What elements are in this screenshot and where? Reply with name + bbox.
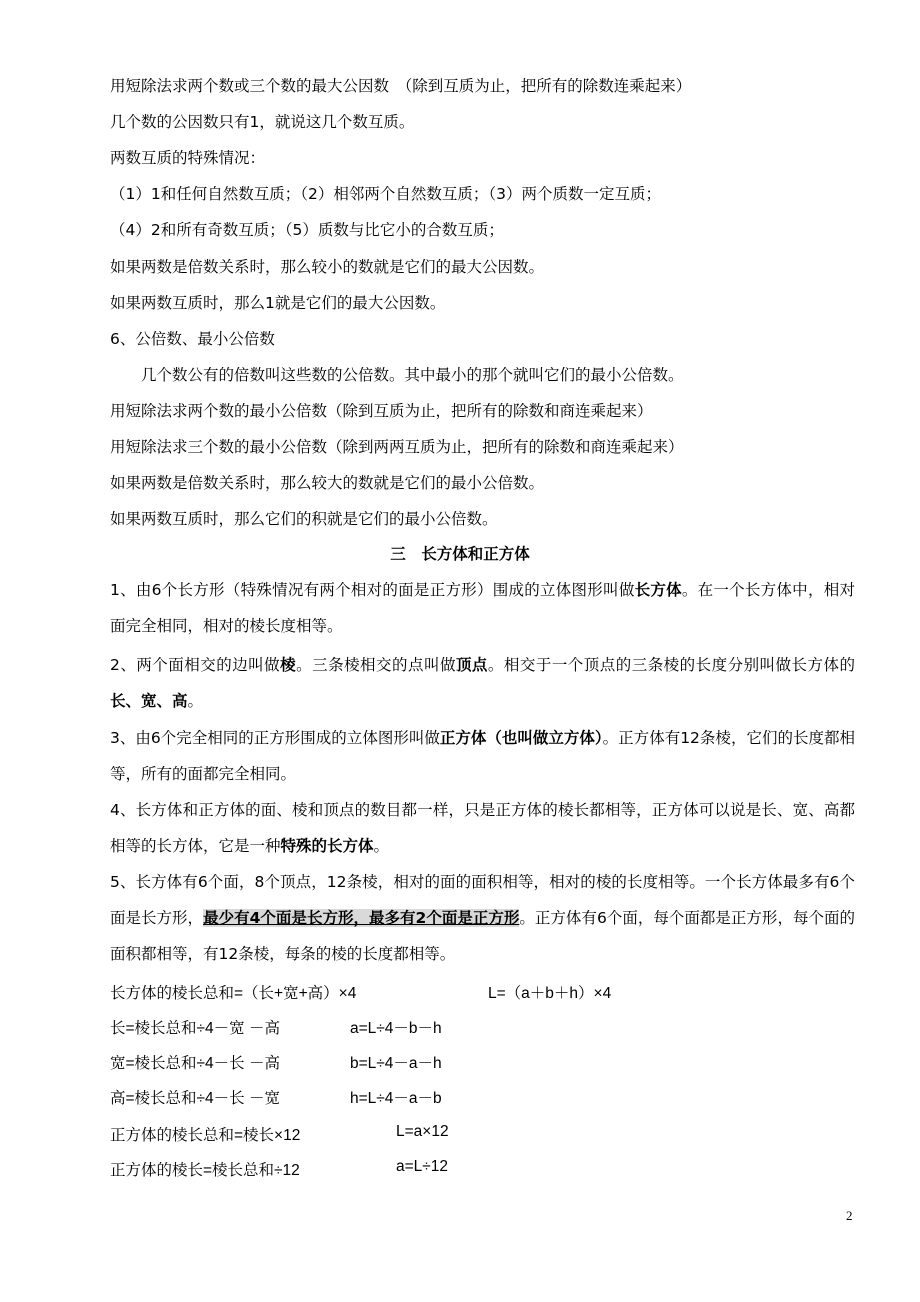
gcd-line-5: （4）2和所有奇数互质；（5）质数与比它小的合数互质； (110, 221, 504, 239)
p1-text-c: 。在一个长方体中，相对面完全相同，相对的棱长度相等。 (110, 581, 855, 635)
formula-4-text: 高=棱长总和÷4－长 －宽 (110, 1090, 280, 1107)
p2-text-a: 2、两个面相交的边叫做 (110, 656, 281, 674)
p3-text-c: 。正方体有12条棱，它们的长度都相等，所有的面都完全相同。 (110, 729, 855, 783)
p5-text-a: 5、长方体有6个面，8个顶点，12条棱，相对的面的面积相等，相对的棱的长度相等。一个长方体最多有6个面是长方形， (110, 873, 855, 927)
lcm-line-4: 如果两数是倍数关系时，那么较大的数就是它们的最小公倍数。 (110, 474, 545, 492)
lcm-line-1: 几个数公有的倍数叫这些数的公倍数。其中最小的那个就叫它们的最小公倍数。 (110, 366, 684, 384)
formula-3-expr: b=L÷4－a－h (350, 1055, 442, 1072)
lcm-line-3: 用短除法求三个数的最小公倍数（除到两两互质为止，把所有的除数和商连乘起来） (110, 438, 684, 456)
p5-highlighted-text: 最少有4个面是长方形，最多有2个面是正方形 (203, 909, 520, 927)
page-number: 2 (846, 1208, 853, 1223)
lcm-line-2: 用短除法求两个数的最小公倍数（除到互质为止，把所有的除数和商连乘起来） (110, 402, 653, 420)
p5-text-c: 。正方体有6个面，每个面都是正方形，每个面的面积都相等，有12条棱，每条的棱的长度都相等。 (110, 909, 855, 963)
formula-1-text: 长方体的棱长总和=（长+宽+高）×4 (110, 985, 357, 1002)
formula-1-expr: L=（a＋b＋h）×4 (488, 985, 612, 1002)
formula-2-expr: a=L÷4－b－h (350, 1020, 442, 1037)
formula-3-text: 宽=棱长总和÷4－长 －高 (110, 1055, 280, 1072)
lcm-line-5: 如果两数互质时，那么它们的积就是它们的最小公倍数。 (110, 510, 498, 528)
p2-term-edge: 棱 (280, 656, 297, 674)
p2-term-vertex: 顶点 (455, 656, 488, 674)
paragraph-1 (110, 572, 855, 644)
gcd-line-2: 几个数的公因数只有1，就说这几个数互质。 (110, 113, 415, 131)
section-heading: 三 长方体和正方体 (390, 545, 530, 563)
paragraph-3 (110, 720, 855, 792)
formula-5-expr: L=a×12 (396, 1123, 449, 1140)
p4-text-c: 。 (373, 837, 390, 855)
formula-5-text: 正方体的棱长总和=棱长×12 (110, 1127, 301, 1144)
formula-2-text: 长=棱长总和÷4－宽 －高 (110, 1020, 280, 1037)
p2-term-dimensions: 长、宽、高 (110, 692, 188, 710)
p2-text-c: 。三条棱相交的点叫做 (296, 656, 456, 674)
p4-text-a: 4、长方体和正方体的面、棱和顶点的数目都一样，只是正方体的棱长都相等，正方体可以说是长、宽、高都相等的长方体，它是一种 (110, 801, 855, 855)
p1-term-cuboid: 长方体 (634, 581, 682, 599)
p2-text-g: 。 (187, 692, 204, 710)
formula-6-expr: a=L÷12 (396, 1158, 449, 1175)
p2-text-e: 。相交于一个顶点的三条棱的长度分别叫做长方体的 (487, 656, 855, 674)
formula-6-text: 正方体的棱长=棱长总和÷12 (110, 1162, 300, 1179)
paragraph-2 (110, 647, 855, 719)
p1-text-a: 1、由6个长方形（特殊情况有两个相对的面是正方形）围成的立体图形叫做 (110, 581, 635, 599)
lcm-title: 6、公倍数、最小公倍数 (110, 330, 275, 348)
gcd-line-4: （1）1和任何自然数互质；（2）相邻两个自然数互质；（3）两个质数一定互质； (110, 185, 661, 203)
gcd-line-7: 如果两数互质时，那么1就是它们的最大公因数。 (110, 294, 446, 312)
p3-term-cube: 正方体（也叫做立方体） (439, 729, 603, 747)
p3-text-a: 3、由6个完全相同的正方形围成的立体图形叫做 (110, 729, 440, 747)
p4-term-special-cuboid: 特殊的长方体 (280, 837, 374, 855)
paragraph-4 (110, 792, 855, 864)
paragraph-5 (110, 864, 855, 972)
formula-4-expr: h=L÷4－a－b (350, 1090, 442, 1107)
gcd-line-3: 两数互质的特殊情况： (110, 149, 266, 167)
gcd-line-1: 用短除法求两个数或三个数的最大公因数 （除到互质为止，把所有的除数连乘起来） (110, 77, 692, 95)
gcd-line-6: 如果两数是倍数关系时，那么较小的数就是它们的最大公因数。 (110, 258, 545, 276)
